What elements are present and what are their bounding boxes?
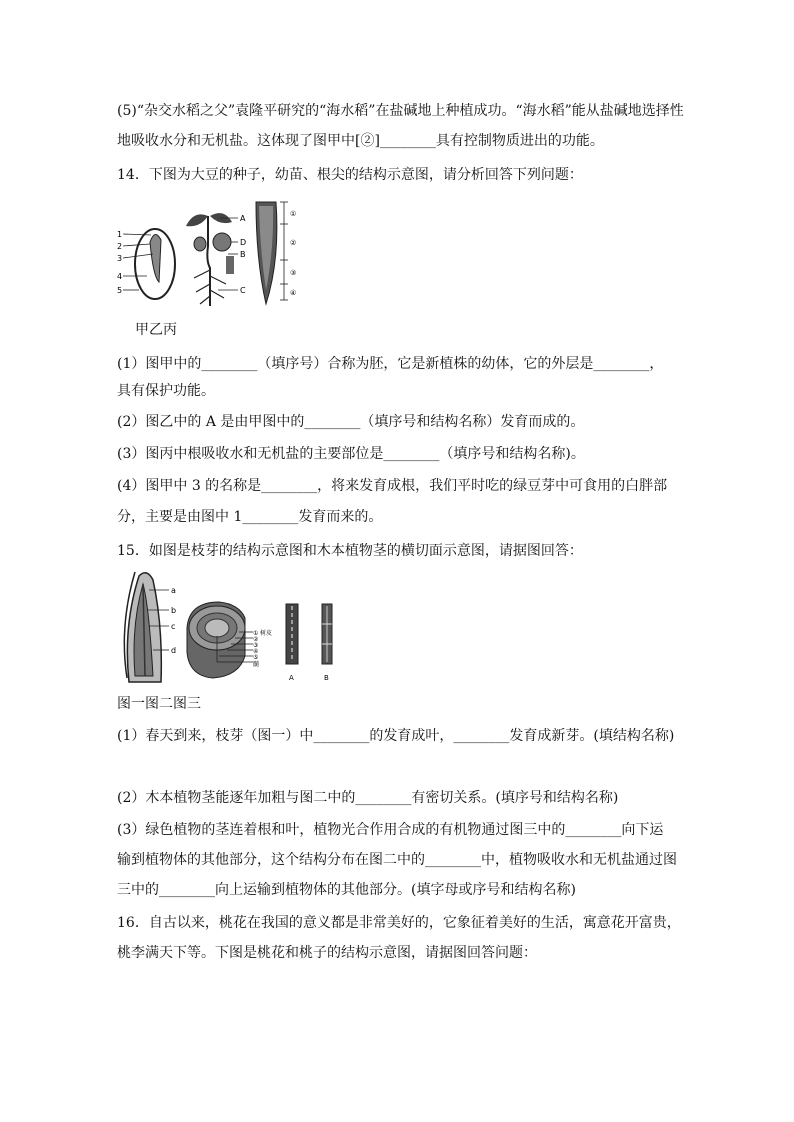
conducting-tissue-diagram [280, 600, 340, 684]
seed-diagram [117, 222, 179, 304]
q15-3-line-2: 输到植物体的其他部分，这个结构分布在图二中的________中，植物吸收水和无机盐通过图 [117, 852, 677, 868]
stem-label-3: ③ [253, 642, 259, 649]
root-tip-diagram [254, 200, 302, 306]
q14-3: (3）图丙中根吸收水和无机盐的主要部位是________（填序号和结构名称)。 [117, 446, 585, 462]
q15-3-line-3: 三中的________向上运输到植物体的其他部分。(填字母或序号和结构名称) [117, 882, 576, 898]
q14-2: (2）图乙中的 A 是由甲图中的________（填序号和结构名称）发育而成的。 [117, 414, 585, 430]
root-label-3: ③ [290, 269, 297, 277]
root-label-2: ② [290, 239, 297, 247]
q15-3-line-1: (3）绿色植物的茎连着根和叶，植物光合作用合成的有机物通过图三中的________向下运 [117, 822, 664, 838]
q15-1: (1）春天到来，枝芽（图一）中________的发育成叶，________发育成新芽。(填结构名称) [117, 728, 675, 744]
seed-label-2: 2 [117, 242, 123, 251]
bud-diagram [117, 566, 179, 684]
root-label-4: ④ [290, 289, 297, 297]
vessel-label-b: B [324, 674, 329, 682]
root-label-1: ① [290, 210, 297, 218]
seedling-label-b: B [240, 250, 246, 259]
q15-2: (2）木本植物茎能逐年加粗与图二中的________有密切关系。(填序号和结构名称) [117, 790, 619, 806]
seedling-label-d: D [240, 238, 247, 247]
seedling-label-c: C [240, 286, 246, 295]
q13-5-line-2: 地吸收水分和无机盐。这体现了图甲中[②]________具有控制物质进出的功能。 [117, 133, 604, 149]
q16-line-2: 桃李满天下等。下图是桃花和桃子的结构示意图，请据图回答问题： [117, 945, 537, 961]
stem-label-1: ① [253, 630, 259, 637]
stem-label-4: ④ [253, 648, 259, 655]
seedling-diagram [178, 206, 250, 308]
stem-cross-section-diagram [183, 598, 273, 682]
q16-line-1: 16．自古以来，桃花在我国的意义都是非常美好的，它象征着美好的生活，寓意花开富贵， [117, 915, 681, 931]
q14-1-line-2: 具有保护功能。 [117, 383, 215, 399]
q13-5-line-1: (5)“杂交水稻之父”袁隆平研究的“海水稻”在盐碱地上种植成功。“海水稻”能从盐碱地选择性 [117, 103, 684, 119]
stem-pith-label: 髓 [253, 661, 260, 668]
seedling-label-a: A [240, 214, 246, 223]
bud-label-c: c [171, 622, 176, 631]
stem-label-2: ② [253, 636, 259, 643]
stem-label-5: ⑤ [253, 654, 259, 661]
seed-label-3: 3 [117, 254, 123, 263]
q14-4-line-2: 分，主要是由图中 1________发育而来的。 [117, 509, 383, 525]
seed-label-1: 1 [117, 230, 123, 239]
bud-label-d: d [171, 646, 177, 655]
stem-bark-label: 树皮 [260, 630, 273, 637]
q15-figure-caption: 图一图二图三 [117, 696, 201, 712]
bud-label-b: b [171, 606, 177, 615]
seed-label-5: 5 [117, 286, 123, 295]
q14-figure-caption: 甲乙丙 [135, 322, 177, 338]
q14-4-line-1: (4）图甲中 3 的名称是________，将来发育成根，我们平时吃的绿豆芽中可食用的白胖部 [117, 478, 668, 494]
vessel-label-a: A [289, 674, 294, 682]
bud-label-a: a [171, 586, 176, 595]
q14-stem: 14．下图为大豆的种子，幼苗、根尖的结构示意图，请分析回答下列问题： [117, 167, 583, 183]
q15-stem: 15．如图是枝芽的结构示意图和木本植物茎的横切面示意图，请据图回答： [117, 543, 583, 559]
q14-1-line-1: (1）图甲中的________（填序号）合称为胚，它是新植株的幼体，它的外层是________， [117, 356, 664, 372]
seed-label-4: 4 [117, 272, 123, 281]
